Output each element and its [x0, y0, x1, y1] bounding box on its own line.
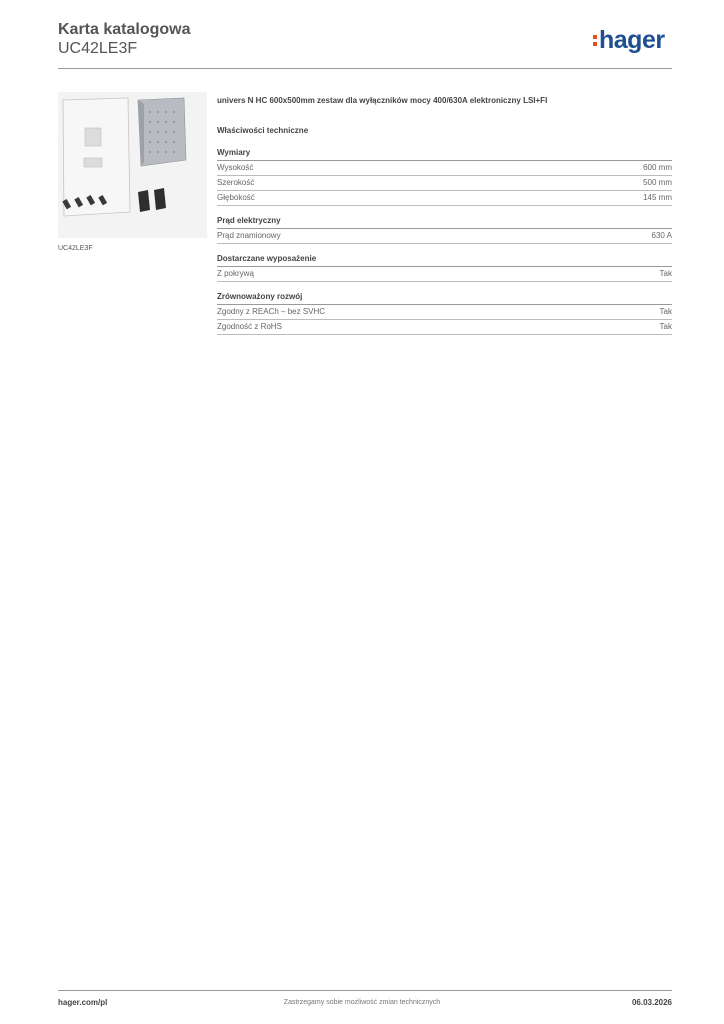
spec-label: Głębokość — [217, 193, 255, 202]
spec-label: Zgodność z RoHS — [217, 322, 282, 331]
spec-group-sustainability — [217, 292, 672, 335]
spec-row — [217, 305, 672, 320]
spec-row — [217, 161, 672, 176]
product-kit-image-icon — [58, 92, 207, 238]
spec-group-electrical — [217, 216, 672, 244]
product-image-caption: UC42LE3F — [58, 245, 93, 252]
spec-group-dimensions — [217, 148, 672, 206]
spec-row — [217, 191, 672, 206]
product-code: UC42LE3F — [58, 40, 138, 57]
header-divider — [58, 68, 672, 69]
spec-group-title: Prąd elektryczny — [217, 216, 672, 229]
tech-properties-heading: Właściwości techniczne — [217, 126, 309, 135]
spec-row — [217, 229, 672, 244]
spec-group-title: Zrównoważony rozwój — [217, 292, 672, 305]
spec-value: Tak — [659, 269, 672, 278]
spec-group-title: Wymiary — [217, 148, 672, 161]
footer-website-link[interactable]: hager.com/pl — [58, 998, 108, 1007]
spec-value: Tak — [659, 307, 672, 316]
spec-value: Tak — [659, 322, 672, 331]
hager-logo — [593, 28, 665, 53]
footer-date: 06.03.2026 — [631, 998, 672, 1007]
footer-disclaimer: Zastrzegamy sobie możliwość zmian technicznych — [283, 999, 441, 1006]
spec-label: Szerokość — [217, 178, 255, 187]
spec-label: Z pokrywą — [217, 269, 254, 278]
spec-row — [217, 267, 672, 282]
spec-label: Prąd znamionowy — [217, 231, 281, 240]
logo-dots-icon — [593, 35, 597, 46]
spec-panel — [217, 96, 672, 345]
spec-row — [217, 176, 672, 191]
product-image — [58, 92, 207, 238]
product-description: univers N HC 600x500mm zestaw dla wyłączników mocy 400/630A elektroniczny LSI+FI — [217, 96, 548, 105]
page-title: Karta katalogowa — [58, 21, 191, 38]
footer-divider — [58, 990, 672, 991]
logo-text: hager — [599, 26, 665, 54]
spec-value: 145 mm — [643, 193, 672, 202]
spec-value: 500 mm — [643, 178, 672, 187]
spec-value: 630 A — [651, 231, 672, 240]
spec-label: Zgodny z REACh – bez SVHC — [217, 307, 326, 316]
spec-label: Wysokość — [217, 163, 254, 172]
spec-value: 600 mm — [643, 163, 672, 172]
spec-group-equipment — [217, 254, 672, 282]
spec-row — [217, 320, 672, 335]
spec-group-title: Dostarczane wyposażenie — [217, 254, 672, 267]
